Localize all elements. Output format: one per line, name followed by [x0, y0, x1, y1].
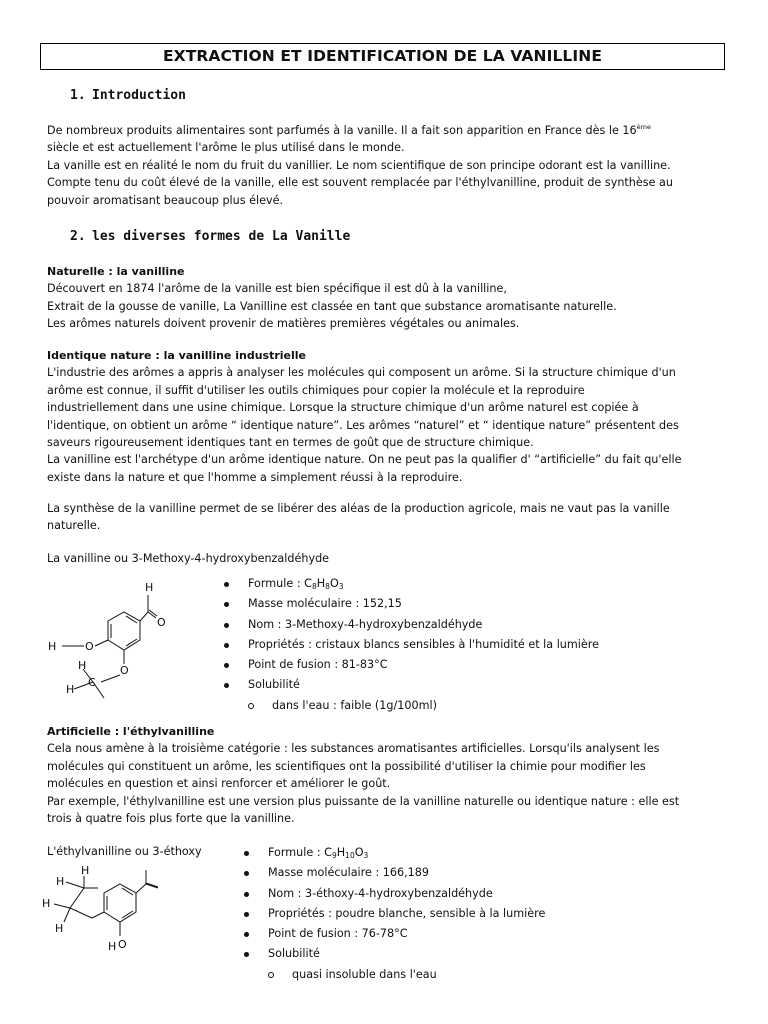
- list-item: Nom : 3-Methoxy-4-hydroxybenzaldéhyde: [224, 615, 744, 635]
- ethylvanilline-label: L'éthylvanilline ou 3-éthoxy: [47, 845, 202, 858]
- intro-line: Compte tenu du coût élevé de la vanille, elle est souvent remplacée par l'éthylvanilline, produit de synthèse au: [47, 176, 673, 190]
- atom-label: H: [108, 940, 117, 953]
- synthese-line: La synthèse de la vanilline permet de se libérer des aléas de la production agricole, mais ne vaut pas la vanille: [47, 502, 670, 515]
- bullet-icon: [224, 602, 229, 607]
- section-2-title: les diverses formes de La Vanille: [92, 229, 351, 244]
- bullet-icon: [244, 952, 249, 957]
- bullet-icon: [244, 912, 249, 917]
- identique-block: [47, 347, 681, 486]
- atom-label: O: [118, 938, 127, 951]
- artificielle-heading: Artificielle : l'éthylvanilline: [47, 725, 215, 738]
- list-item: Propriétés : poudre blanche, sensible à la lumière: [244, 904, 744, 924]
- ethylvanilline-structure-diagram: [38, 864, 188, 974]
- naturelle-line: Découvert en 1874 l'arôme de la vanille est bien spécifique il est dû à la vanilline,: [47, 282, 507, 296]
- artificielle-line: Cela nous amène à la troisième catégorie : les substances aromatisantes artificielles. Lorsqu'ils analysent les: [47, 742, 660, 756]
- atom-label: H: [42, 897, 51, 910]
- atom-label: O: [120, 664, 129, 677]
- list-item: Point de fusion : 76-78°C: [244, 924, 744, 944]
- list-item: Point de fusion : 81-83°C: [224, 655, 744, 675]
- naturelle-block: [47, 263, 617, 333]
- circle-bullet-icon: [268, 972, 274, 978]
- list-item: Solubilité: [244, 944, 744, 964]
- atom-label: H: [145, 581, 154, 594]
- bullet-icon: [244, 871, 249, 876]
- benzene-ring: [108, 612, 140, 650]
- vanilline-properties-list: [224, 574, 744, 714]
- intro-line: siècle et est actuellement l'arôme le plus utilisé dans le monde.: [47, 141, 405, 155]
- identique-line: industriellement dans une usine chimique. Lorsque la structure chimique d'un arôme naturel est copiée à: [47, 401, 639, 415]
- section-1-heading: [70, 88, 186, 103]
- superscript: ème: [636, 123, 651, 131]
- bullet-icon: [244, 892, 249, 897]
- benzene-ring: [104, 884, 136, 922]
- intro-line: pouvoir aromatisant beaucoup plus élevé.: [47, 193, 284, 207]
- identique-line: existe dans la nature et que l'homme a simplement réussi à la reproduire.: [47, 470, 463, 484]
- identique-line: L'industrie des arômes a appris à analyser les molécules qui composent un arôme. Si la structure chimique d'un: [47, 366, 676, 380]
- atom-label: H: [78, 659, 87, 672]
- artificielle-line: Par exemple, l'éthylvanilline est une version plus puissante de la vanilline naturelle ou identique nature : elle est: [47, 794, 680, 808]
- circle-bullet-icon: [248, 703, 254, 709]
- list-item: Formule : $C_8H_8O_3$: [224, 574, 744, 594]
- intro-line: La vanille est en réalité le nom du fruit du vanillier. Le nom scientifique de son principe odorant est la vanilline.: [47, 158, 671, 172]
- vanilline-label: La vanilline ou 3-Methoxy-4-hydroxybenzaldéhyde: [47, 552, 330, 565]
- naturelle-line: Les arômes naturels doivent provenir de matières premières végétales ou animales.: [47, 317, 520, 331]
- identique-heading: Identique nature : la vanilline industrielle: [47, 349, 306, 362]
- atom-label: C: [88, 676, 96, 689]
- identique-line: La vanilline est l'archétype d'un arôme identique nature. On ne peut pas la qualifier d' “artificielle” du fait qu'elle: [47, 453, 682, 467]
- atom-label: H: [55, 922, 64, 935]
- bullet-icon: [244, 932, 249, 937]
- bullet-icon: [224, 623, 229, 628]
- atom-label: H: [81, 864, 90, 877]
- section-1-title: Introduction: [92, 88, 186, 103]
- naturelle-line: Extrait de la gousse de vanille, La Vanilline est classée en tant que substance aromatisante naturelle.: [47, 299, 617, 313]
- naturelle-heading: Naturelle : la vanilline: [47, 265, 185, 278]
- list-item: Masse moléculaire : 166,189: [244, 863, 744, 883]
- artificielle-line: molécules en question et ainsi renforcer et améliorer le goût.: [47, 777, 391, 791]
- bullet-icon: [224, 582, 229, 587]
- bullet-icon: [224, 643, 229, 648]
- list-item: Solubilité: [224, 675, 744, 695]
- bullet-icon: [244, 851, 249, 856]
- synthese-paragraph: [47, 500, 670, 535]
- identique-line: saveurs rigoureusement identiques tant en termes de goût que de structure chimique.: [47, 436, 534, 450]
- artificielle-block: [47, 723, 679, 827]
- section-1-number: 1.: [70, 88, 86, 103]
- list-item: Nom : 3-éthoxy-4-hydroxybenzaldéhyde: [244, 884, 744, 904]
- identique-line: l'identique, on obtient un arôme “ identique nature”. Les arômes “naturel” et “ identique nature” présentent des: [47, 418, 679, 432]
- vanilline-structure-diagram: [38, 578, 178, 708]
- bullet-icon: [224, 683, 229, 688]
- artificielle-line: trois à quatre fois plus forte que la vanilline.: [47, 812, 295, 826]
- section-2-heading: [70, 229, 350, 244]
- document-title: EXTRACTION ET IDENTIFICATION DE LA VANILLINE: [40, 43, 725, 70]
- synthese-line: naturelle.: [47, 519, 101, 533]
- artificielle-line: molécules qui constituent un arôme, les scientifiques ont la possibilité d'utiliser la chimie pour modifier les: [47, 759, 646, 773]
- bullet-icon: [224, 663, 229, 668]
- list-item: Propriétés : cristaux blancs sensibles à l'humidité et la lumière: [224, 635, 744, 655]
- ethylvanilline-properties-list: [244, 843, 744, 988]
- section-2-number: 2.: [70, 229, 86, 244]
- atom-label: O: [85, 640, 94, 653]
- sub-list-item: dans l'eau : faible (1g/100ml): [224, 696, 744, 716]
- list-item: Formule : $C_9H_{10}O_3$: [244, 843, 744, 863]
- identique-line: arôme est connue, il suffit d'utiliser les outils chimiques pour copier la molécule et la reproduire: [47, 383, 585, 397]
- atom-label: O: [157, 616, 166, 629]
- intro-paragraph: [47, 122, 673, 209]
- atom-label: H: [66, 683, 75, 696]
- atom-label: H: [48, 640, 57, 653]
- sub-list-item: quasi insoluble dans l'eau: [244, 965, 744, 985]
- list-item: Masse moléculaire : 152,15: [224, 594, 744, 614]
- atom-label: H: [56, 875, 65, 888]
- intro-line: De nombreux produits alimentaires sont parfumés à la vanille. Il a fait son apparition en France dès le 16ème: [47, 123, 651, 137]
